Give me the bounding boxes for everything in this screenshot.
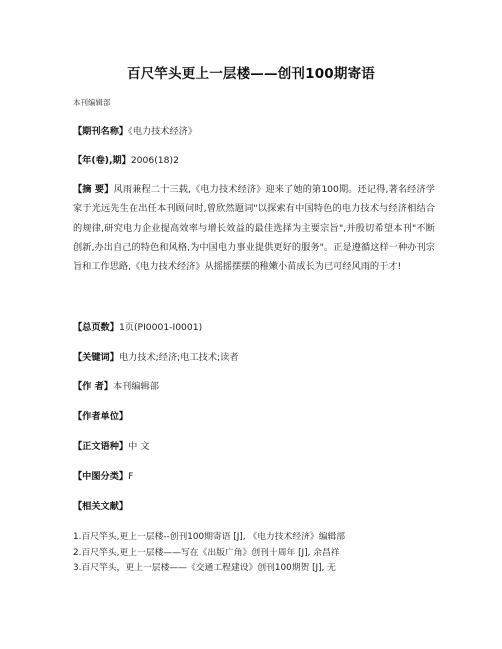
language-value: 中 文 bbox=[128, 441, 150, 452]
related-list bbox=[73, 530, 443, 577]
abstract-field bbox=[73, 180, 435, 276]
classification-label: 【中图分类】 bbox=[73, 471, 129, 482]
keywords-label: 【关键词】 bbox=[73, 352, 119, 363]
classification-field bbox=[73, 467, 433, 486]
page-title: 百尺竿头更上一层楼——创刊100期寄语 bbox=[127, 66, 375, 82]
related-item-3[interactable]: 3.百尺竿头，更上一层楼——《交通工程建设》创刊100期贺 [J], 无 bbox=[73, 563, 336, 574]
classification-value: F bbox=[128, 471, 134, 482]
year-issue-label: 【年(卷),期】 bbox=[73, 155, 131, 166]
affiliation-field bbox=[73, 407, 433, 426]
affiliation-label: 【作者单位】 bbox=[73, 411, 129, 422]
abstract-value: 风雨兼程二十三载,《电力技术经济》迎来了她的第100期。还记得,著名经济学家于光远先生在出任本刊顾问时,曾欣然题词"以探索有中国特色的电力技术与经济相结合的规律,研究电力企业提高效率与增长效益的最佳选择为主要宗旨",并殷切希望本刊"不断创新,办出自己的特色和风格,为中国电力事业提供更好的服务"。正是遵循这样一种办刊宗旨和工作思路,《电力技术经济》从摇摇摆摆的稚嫩小苗成长为已可经风雨的干才! bbox=[73, 184, 435, 273]
pages-field bbox=[73, 318, 433, 337]
journal-label: 【期刊名称】 bbox=[73, 126, 129, 137]
keywords-field bbox=[73, 348, 433, 367]
language-field bbox=[73, 437, 433, 456]
abstract-label: 【摘 要】 bbox=[73, 184, 114, 195]
pages-value: 1页(PI0001-I0001) bbox=[118, 322, 203, 333]
journal-field bbox=[73, 122, 433, 141]
related-label: 【相关文献】 bbox=[73, 501, 129, 512]
related-item-1[interactable]: 1.百尺竿头,更上一层楼--创刊100期寄语 [J], 《电力技术经济》编辑部 bbox=[73, 532, 346, 542]
journal-value: 《电力技术经济》 bbox=[128, 126, 198, 137]
language-label: 【正文语种】 bbox=[73, 441, 129, 452]
keywords-value: 电力技术;经济;电工技术;读者 bbox=[118, 352, 239, 363]
pages-label: 【总页数】 bbox=[73, 322, 119, 333]
author-label: 【作 者】 bbox=[73, 381, 113, 392]
year-issue-field bbox=[73, 151, 433, 170]
related-item-2[interactable]: 2.百尺竿头,更上一层楼——写在《出版广角》创刊十周年 [J], 余昌祥 bbox=[73, 547, 340, 558]
author-field bbox=[73, 377, 433, 396]
year-issue-value: 2006(18)2 bbox=[130, 155, 179, 166]
author-value: 本刊编辑部 bbox=[112, 381, 159, 392]
author-byline: 本刊编辑部 bbox=[73, 98, 111, 107]
related-heading bbox=[73, 497, 433, 516]
